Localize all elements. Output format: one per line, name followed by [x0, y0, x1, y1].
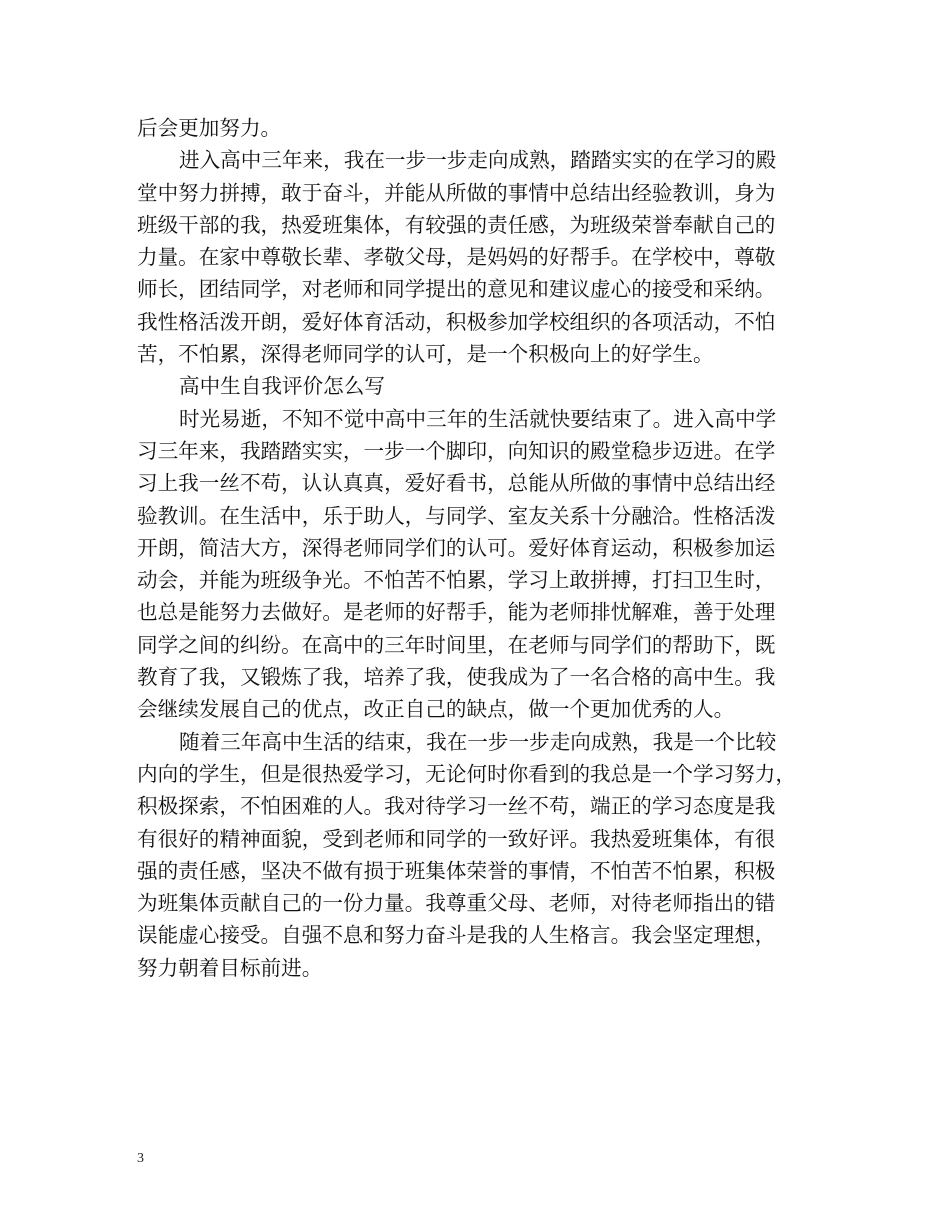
- text-line: 班级干部的我，热爱班集体，有较强的责任感，为班级荣誉奉献自己的: [137, 212, 776, 237]
- text-line: 内向的学生，但是很热爱学习，无论何时你看到的我总是一个学习努力，: [137, 761, 796, 786]
- text-line: 积极探索，不怕困难的人。我对待学习一丝不苟，端正的学习态度是我: [137, 794, 776, 819]
- paragraph-first-line: 随着三年高中生活的结束，我在一步一步走向成熟，我是一个比较: [179, 729, 777, 754]
- document-body: [137, 112, 827, 984]
- text-line: 苦，不怕累，深得老师同学的认可，是一个积极向上的好学生。: [137, 342, 714, 367]
- page-number: 3: [137, 1151, 144, 1166]
- text-line: 后会更加努力。: [137, 116, 282, 140]
- text-line: 努力朝着目标前进。: [137, 955, 323, 980]
- section-heading: 高中生自我评价怎么写: [179, 374, 385, 399]
- text-line: 动会，并能为班级争光。不怕苦不怕累，学习上敢拼搏，打扫卫生时，: [137, 568, 776, 593]
- text-line: 也总是能努力去做好。是老师的好帮手，能为老师排忧解难，善于处理: [137, 600, 776, 625]
- text-line: 验教训。在生活中，乐于助人，与同学、室友关系十分融洽。性格活泼: [137, 503, 776, 528]
- text-line: 误能虚心接受。自强不息和努力奋斗是我的人生格言。我会坚定理想，: [137, 923, 776, 948]
- text-line: 师长，团结同学，对老师和同学提出的意见和建议虚心的接受和采纳。: [137, 277, 776, 302]
- text-line: 开朗，简洁大方，深得老师同学们的认可。爱好体育运动，积极参加运: [137, 535, 776, 560]
- text-line: 同学之间的纠纷。在高中的三年时间里，在老师与同学们的帮助下，既: [137, 632, 776, 657]
- text-line: 会继续发展自己的优点，改正自己的缺点，做一个更加优秀的人。: [137, 697, 735, 722]
- text-line: 我性格活泼开朗，爱好体育活动，积极参加学校组织的各项活动，不怕: [137, 309, 776, 334]
- text-line: 力量。在家中尊敬长辈、孝敬父母，是妈妈的好帮手。在学校中，尊敬: [137, 245, 776, 270]
- text-line: 教育了我，又锻炼了我，培养了我，使我成为了一名合格的高中生。我: [137, 665, 776, 690]
- text-line: 习三年来，我踏踏实实，一步一个脚印，向知识的殿堂稳步迈进。在学: [137, 438, 776, 463]
- text-line: 有很好的精神面貌，受到老师和同学的一致好评。我热爱班集体，有很: [137, 826, 776, 851]
- text-line: 强的责任感，坚决不做有损于班集体荣誉的事情，不怕苦不怕累，积极: [137, 858, 776, 883]
- text-line: 堂中努力拼搏，敢于奋斗，并能从所做的事情中总结出经验教训，身为: [137, 180, 776, 205]
- text-line: 习上我一丝不苟，认认真真，爱好看书，总能从所做的事情中总结出经: [137, 471, 776, 496]
- paragraph-first-line: 时光易逝，不知不觉中高中三年的生活就快要结束了。进入高中学: [179, 406, 777, 431]
- paragraph-first-line: 进入高中三年来，我在一步一步走向成熟，踏踏实实的在学习的殿: [179, 148, 777, 173]
- text-line: 为班集体贡献自己的一份力量。我尊重父母、老师，对待老师指出的错: [137, 891, 776, 916]
